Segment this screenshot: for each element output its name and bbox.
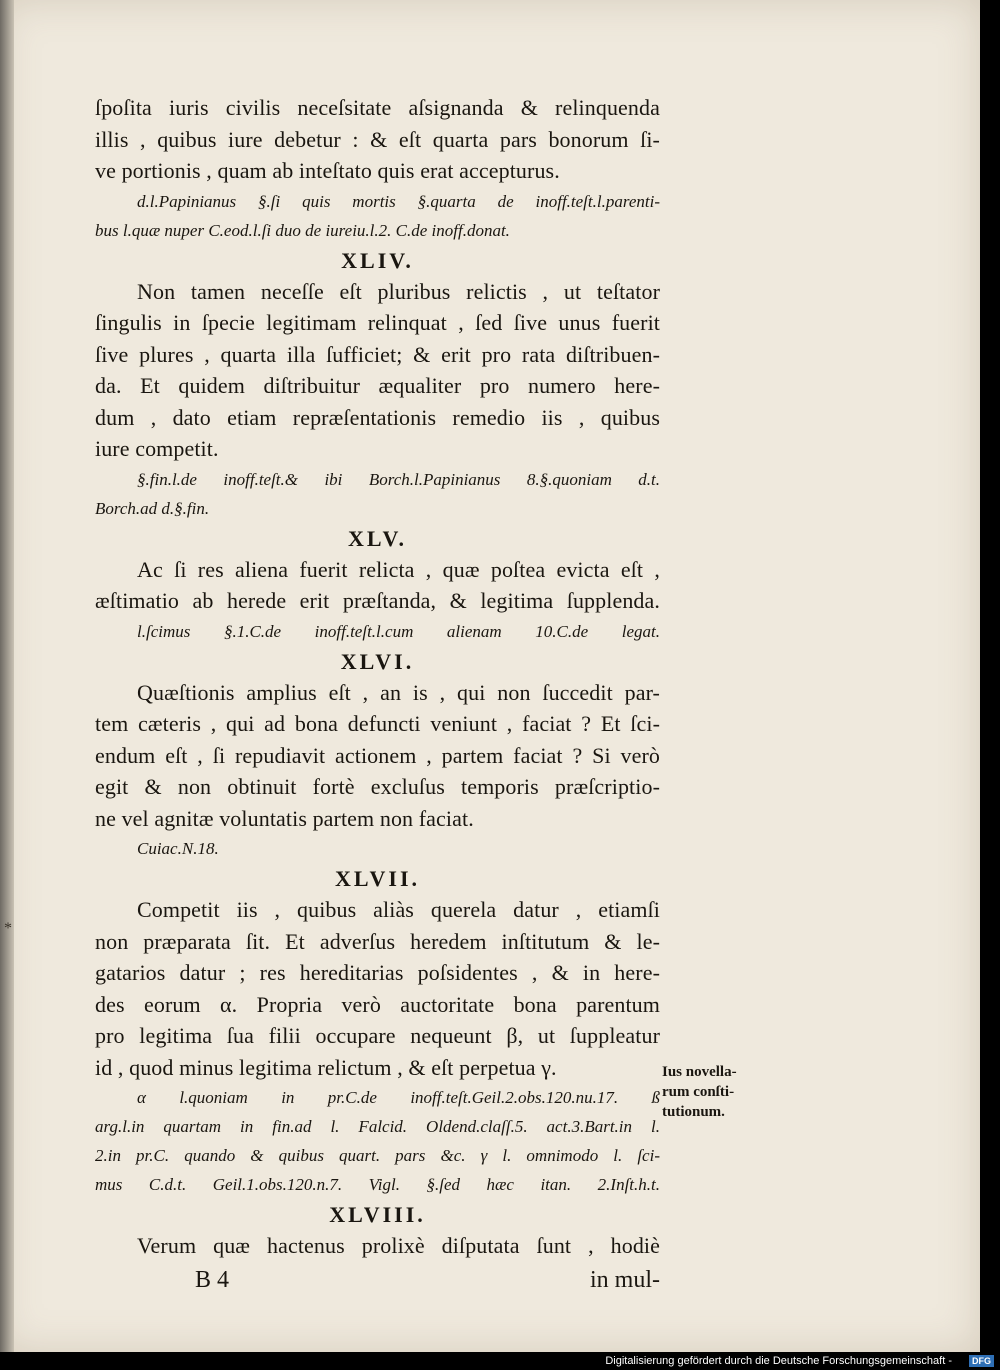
text-line: pro legitima ſua filii occupare nequeunt β, ut ſuppleatur	[95, 1023, 660, 1048]
footer-credit: Digitalisierung gefördert durch die Deutsche Forschungsgemeinschaft -	[605, 1355, 952, 1367]
text-line: id , quod minus legitima relictum , & eſt perpetua γ.	[95, 1054, 557, 1080]
page-footer-line	[95, 1264, 660, 1296]
signature-mark: B 4	[195, 1266, 230, 1293]
text-line: ve portionis , quam ab inteſtato quis erat accepturus.	[95, 158, 560, 183]
text-line: Ac ſi res aliena fuerit relicta , quæ poſtea evicta eſt ,	[137, 556, 660, 582]
text-line: Quæſtionis amplius eſt , an is , qui non ſuccedit par-	[137, 679, 660, 705]
page-spine-edge	[0, 0, 14, 1352]
margin-note: Ius novella- rum conſti- tutionum.	[662, 1064, 737, 1120]
text-line: endum eſt , ſi repudiavit actionem , partem faciat ? Si verò	[95, 742, 660, 768]
citation-line: bus l.quæ nuper C.eod.l.ſi duo de iureiu.l.2. C.de inoff.donat.	[95, 220, 510, 240]
side-marker: *	[4, 920, 12, 937]
citation-line: 2.in pr.C. quando & quibus quart. pars &c. γ l. omnimodo l. ſci-	[95, 1146, 660, 1165]
section-heading-46: XLVI.	[340, 648, 415, 674]
text-line: ſive plures , quarta illa ſufficiet; & erit pro rata diſtribuen-	[95, 341, 660, 367]
citation-line: arg.l.in quartam in fin.ad l. Falcid. Oldend.claſſ.5. act.3.Bart.in l.	[95, 1117, 660, 1136]
text-line: Verum quæ hactenus prolixè diſputata ſunt , hodiè	[137, 1233, 660, 1258]
section-heading-44: XLIV.	[341, 247, 414, 273]
catchword: in mul-	[590, 1266, 660, 1293]
text-block	[95, 92, 660, 1296]
text-line: da. Et quidem diſtribuitur æqualiter pro numero here-	[95, 373, 660, 398]
citation-line: Borch.ad d.§.fin.	[95, 498, 210, 518]
text-line: Non tamen neceſſe eſt pluribus relictis , ut teſtator	[137, 278, 660, 304]
text-line: Competit iis , quibus aliàs querela datur , etiamſi	[137, 897, 660, 922]
text-line: egit & non obtinuit fortè excluſus temporis præſcriptio-	[95, 774, 660, 799]
text-line: æſtimatio ab herede erit præſtanda, & legitima ſupplenda.	[95, 588, 660, 613]
text-line: des eorum α. Propria verò auctoritate bona parentum	[95, 991, 660, 1017]
section-heading-45: XLV.	[347, 525, 408, 551]
text-line: gatarios datur ; res hereditarias poſsidentes , & in here-	[95, 960, 660, 985]
text-line: iure competit.	[95, 436, 219, 461]
digitization-footer	[0, 1352, 1000, 1370]
citation-line: Cuiac.N.18.	[137, 839, 219, 858]
text-line: dum , dato etiam repræſentationis remedio iis , quibus	[95, 404, 660, 430]
text-line: ne vel agnitæ voluntatis partem non faciat.	[95, 805, 474, 831]
citation-line: α l.quoniam in pr.C.de inoff.teſt.Geil.2.obs.120.nu.17. ß	[137, 1088, 660, 1107]
section-heading-48: XLVIII.	[329, 1202, 426, 1227]
citation-line: §.fin.l.de inoff.teſt.& ibi Borch.l.Papinianus 8.§.quoniam d.t.	[137, 469, 660, 489]
text-line: tem cæteris , qui ad bona defuncti veniunt , faciat ? Et ſci-	[95, 711, 660, 736]
citation-line: d.l.Papinianus §.ſi quis mortis §.quarta de inoff.teſt.l.parenti-	[137, 191, 660, 211]
citation-line: l.ſcimus §.1.C.de inoff.teſt.l.cum alienam 10.C.de legat.	[137, 621, 660, 641]
text-line: ſingulis in ſpecie legitimam relinquat , ſed ſive unus fuerit	[95, 310, 660, 335]
dfg-logo: DFG	[969, 1355, 994, 1367]
citation-line: mus C.d.t. Geil.1.obs.120.n.7. Vigl. §.ſed hæc itan. 2.Inſt.h.t.	[95, 1175, 660, 1194]
section-heading-47: XLVII.	[334, 866, 421, 891]
text-line: ſpoſita iuris civilis neceſsitate aſsignanda & relinquenda	[95, 95, 660, 120]
text-line: non præparata ſit. Et adverſus heredem inſtitutum & le-	[95, 928, 660, 954]
text-line: illis , quibus iure debetur : & eſt quarta pars bonorum ſi-	[95, 126, 660, 152]
